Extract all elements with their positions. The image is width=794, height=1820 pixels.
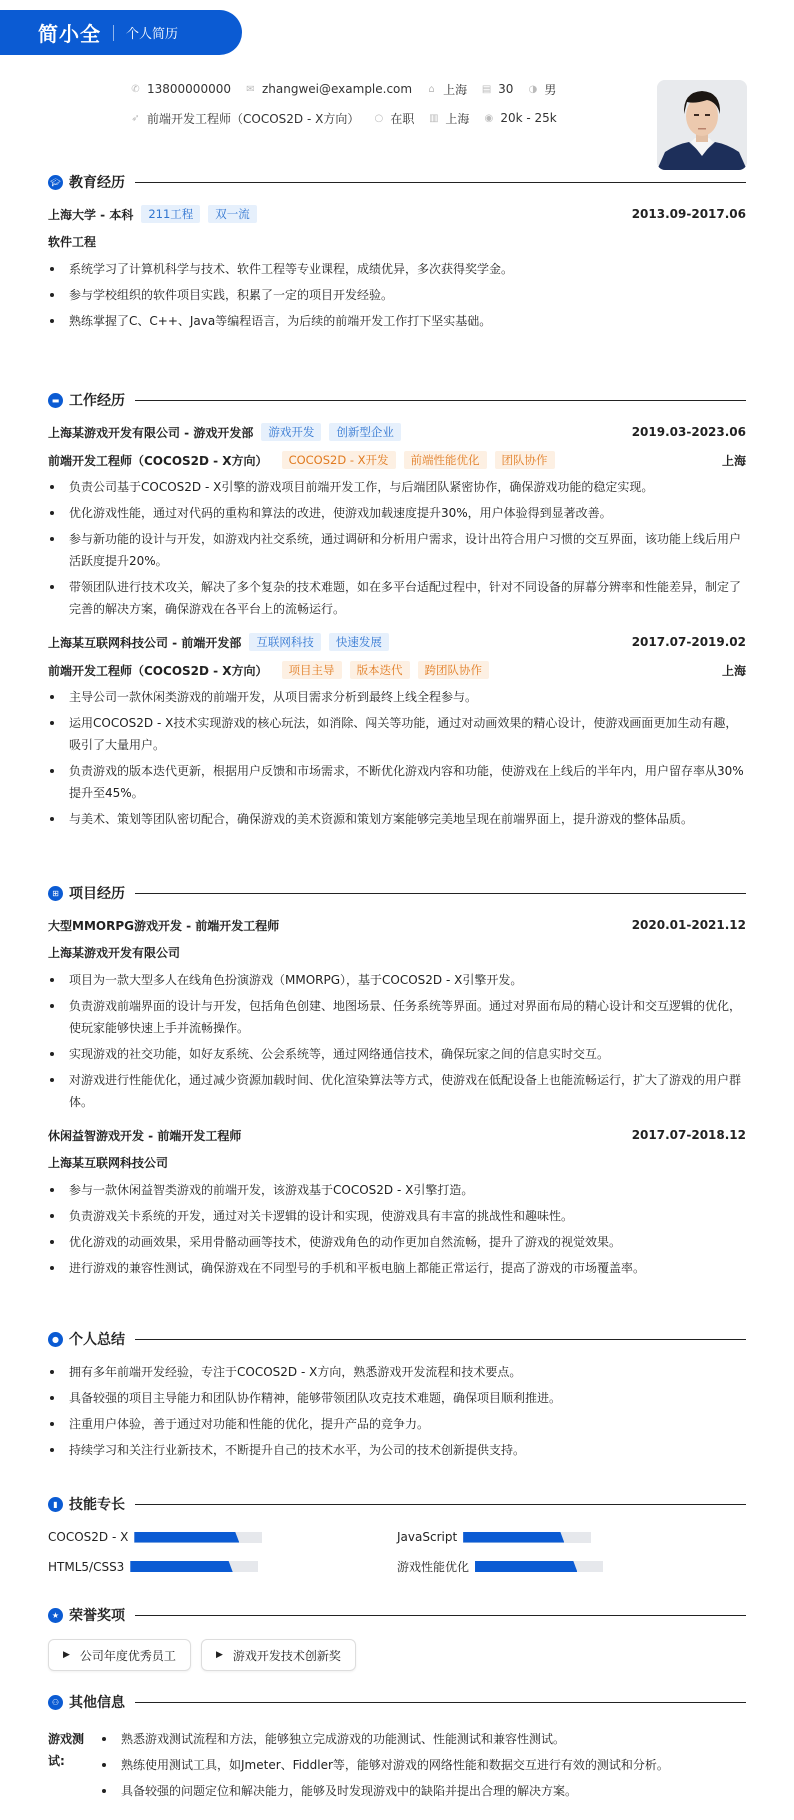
company-name: 上海某游戏开发有限公司 - 游戏开发部 xyxy=(48,425,254,440)
divider xyxy=(135,400,746,401)
email xyxy=(245,82,412,96)
skills-grid xyxy=(48,1530,746,1575)
section-title: 个人总结 xyxy=(69,1332,125,1348)
profile-photo xyxy=(657,80,747,170)
company-row xyxy=(48,632,746,652)
bar-chart-icon: ▮ xyxy=(48,1497,63,1512)
role-row xyxy=(48,450,746,470)
section-title: 教育经历 xyxy=(69,175,125,191)
skills-section xyxy=(48,1494,746,1575)
section-header xyxy=(48,390,746,410)
section-header xyxy=(48,883,746,903)
gender-value: 男 xyxy=(544,82,557,97)
resume-subtitle: 个人简历 xyxy=(126,27,179,42)
briefcase-icon: ▬ xyxy=(48,393,63,408)
job-entry xyxy=(48,422,746,620)
phone xyxy=(130,82,231,96)
home-icon: ⌂ xyxy=(428,83,435,95)
section-title: 技能专长 xyxy=(69,1497,125,1513)
mail-icon: ✉ xyxy=(246,83,255,95)
job-entry xyxy=(48,632,746,830)
company-tag: 游戏开发 xyxy=(261,423,321,441)
list-item: 参与新功能的设计与开发，如游戏内社交系统，通过调研和分析用户需求，设计出符合用户习惯的交互界面，该功能上线后用户活跃度提升20%。 xyxy=(48,528,746,572)
triangle-right-icon: ▶ xyxy=(215,1650,223,1660)
list-item: 优化游戏性能，通过对代码的重构和算法的改进，使游戏加载速度提升30%，用户体验得到显著改善。 xyxy=(48,502,746,524)
company-tag: 快速发展 xyxy=(329,633,389,651)
phone-value: 13800000000 xyxy=(147,82,231,96)
section-header xyxy=(48,1605,746,1625)
list-item: 实现游戏的社交功能，如好友系统、公会系统等，通过网络通信技术，确保玩家之间的信息实时交互。 xyxy=(48,1043,746,1065)
other-info xyxy=(48,1728,746,1806)
role-row xyxy=(48,660,746,680)
role-tag: 跨团队协作 xyxy=(418,661,490,679)
skill-bar-fill xyxy=(463,1532,564,1543)
money-icon: ◉ xyxy=(484,112,494,124)
list-item: 具备较强的项目主导能力和团队协作精神，能够带领团队攻克技术难题，确保项目顺利推进。 xyxy=(48,1387,746,1409)
list-item: 拥有多年前端开发经验，专注于COCOS2D - X方向，熟悉游戏开发流程和技术要点。 xyxy=(48,1361,746,1383)
projects-section xyxy=(48,883,746,1283)
list-item: 主导公司一款休闲类游戏的前端开发，从项目需求分析到最终上线全程参与。 xyxy=(48,686,746,708)
education-section xyxy=(48,172,746,336)
job-period: 2017.07-2019.02 xyxy=(631,635,746,649)
list-item: 负责游戏关卡系统的开发，通过对关卡逻辑的设计和实现，使游戏具有丰富的挑战性和趣味性。 xyxy=(48,1205,746,1227)
triangle-right-icon: ▶ xyxy=(63,1650,70,1660)
skill-bar-fill xyxy=(475,1561,577,1572)
list-item: 与美术、策划等团队密切配合，确保游戏的美术资源和策划方案能够完美地呈现在前端界面上，提升游戏的整体品质。 xyxy=(48,808,746,830)
summary-bullets xyxy=(48,1361,746,1461)
skill-bar-fill xyxy=(134,1532,239,1543)
divider xyxy=(135,1615,746,1616)
role-tag: 前端性能优化 xyxy=(404,451,487,469)
contact-row-1 xyxy=(130,80,571,98)
section-header xyxy=(48,1494,746,1514)
awards-list xyxy=(48,1639,746,1671)
age-value: 30 xyxy=(498,82,514,96)
school-row xyxy=(48,204,746,224)
job-location: 上海 xyxy=(721,453,746,468)
email-value: zhangwei@example.com xyxy=(261,82,413,96)
major: 软件工程 xyxy=(48,235,97,249)
skill-bar xyxy=(134,1532,262,1543)
company-row xyxy=(48,422,746,442)
divider xyxy=(135,1702,746,1703)
target-city xyxy=(428,110,469,127)
target-city-value: 上海 xyxy=(445,111,470,126)
project-bullets xyxy=(48,969,746,1113)
education-bullets xyxy=(48,258,746,332)
skill-bar xyxy=(463,1532,591,1543)
role-title: 前端开发工程师（COCOS2D - X方向） xyxy=(48,663,268,678)
skill-bar xyxy=(130,1561,258,1572)
section-title: 工作经历 xyxy=(69,393,125,409)
list-item: 熟悉游戏测试流程和方法，能够独立完成游戏的功能测试、性能测试和兼容性测试。 xyxy=(100,1728,746,1750)
project-entry xyxy=(48,1125,746,1279)
other-label: 游戏测试: xyxy=(48,1732,85,1768)
education-period: 2013.09-2017.06 xyxy=(631,207,746,221)
position-value: 前端开发工程师（COCOS2D - X方向） xyxy=(147,111,360,126)
list-item: 持续学习和关注行业新技术，不断提升自己的技术水平，为公司的技术创新提供支持。 xyxy=(48,1439,746,1461)
job-status xyxy=(373,110,414,127)
skill-name: COCOS2D - X xyxy=(48,1530,129,1544)
role-tag: COCOS2D - X开发 xyxy=(282,451,396,469)
building-icon: ▥ xyxy=(429,112,439,124)
status-value: 在职 xyxy=(390,111,415,126)
section-header xyxy=(48,172,746,192)
list-item: 对游戏进行性能优化，通过减少资源加载时间、优化渲染算法等方式，使游戏在低配设备上也能流畅运行，扩大了游戏的用户群体。 xyxy=(48,1069,746,1113)
header-banner xyxy=(0,10,242,55)
list-item: 参与一款休闲益智类游戏的前端开发，该游戏基于COCOS2D - X引擎打造。 xyxy=(48,1179,746,1201)
divider xyxy=(135,182,746,183)
divider xyxy=(135,1339,746,1340)
project-entry xyxy=(48,915,746,1113)
cake-icon: ▤ xyxy=(481,83,492,95)
user-icon: ● xyxy=(48,1332,63,1347)
school-name: 上海大学 - 本科 xyxy=(48,207,134,222)
project-row xyxy=(48,915,746,935)
list-item: 进行游戏的兼容性测试，确保游戏在不同型号的手机和平板电脑上都能正常运行，提高了游戏的市场覆盖率。 xyxy=(48,1257,746,1279)
job-bullets xyxy=(48,476,746,620)
skill-item xyxy=(397,1530,746,1544)
city-value: 上海 xyxy=(443,82,468,97)
work-section xyxy=(48,390,746,834)
job-location: 上海 xyxy=(721,663,746,678)
graduation-cap-icon: 🎓︎ xyxy=(48,175,63,190)
medal-icon: ★ xyxy=(48,1608,63,1623)
list-item: 具备较强的问题定位和解决能力，能够及时发现游戏中的缺陷并提出合理的解决方案。 xyxy=(100,1780,746,1802)
divider xyxy=(113,25,114,41)
gender-icon: ◑ xyxy=(528,83,538,95)
list-item: 注重用户体验，善于通过对功能和性能的优化，提升产品的竞争力。 xyxy=(48,1413,746,1435)
gender xyxy=(527,81,556,98)
skill-bar-fill xyxy=(130,1561,232,1572)
list-item: 带领团队进行技术攻关，解决了多个复杂的技术难题，如在多平台适配过程中，针对不同设备的屏幕分辨率和性能差异，制定了完善的解决方案，确保游戏在各平台上的流畅运行。 xyxy=(48,576,746,620)
salary-value: 20k - 25k xyxy=(500,111,557,125)
job-period: 2019.03-2023.06 xyxy=(631,425,746,439)
contact-info xyxy=(130,80,571,138)
award-item xyxy=(201,1639,356,1671)
candidate-name: 简小全 xyxy=(38,22,101,46)
skill-item xyxy=(48,1530,397,1544)
job-bullets xyxy=(48,686,746,830)
contact-row-2 xyxy=(130,109,571,127)
phone-icon: ✆ xyxy=(131,83,140,95)
list-item: 运用COCOS2D - X技术实现游戏的核心玩法，如消除、闯关等功能，通过对动画效果的精心设计，使游戏画面更加生动有趣，吸引了大量用户。 xyxy=(48,712,746,756)
school-tag: 211工程 xyxy=(141,205,200,223)
list-item: 参与学校组织的软件项目实践，积累了一定的项目开发经验。 xyxy=(48,284,746,306)
list-item: 熟练使用测试工具，如Jmeter、Fiddler等，能够对游戏的网络性能和数据交互进行有效的测试和分析。 xyxy=(100,1754,746,1776)
list-item: 系统学习了计算机科学与技术、软件工程等专业课程，成绩优异，多次获得奖学金。 xyxy=(48,258,746,280)
age xyxy=(481,82,513,96)
project-period: 2017.07-2018.12 xyxy=(631,1128,746,1142)
skill-name: HTML5/CSS3 xyxy=(48,1559,125,1574)
project-period: 2020.01-2021.12 xyxy=(631,918,746,932)
summary-section xyxy=(48,1329,746,1465)
target-position xyxy=(130,110,359,127)
project-row xyxy=(48,1125,746,1145)
divider xyxy=(135,1504,746,1505)
award-label: 游戏开发技术创新奖 xyxy=(232,1648,341,1663)
project-name: 休闲益智游戏开发 - 前端开发工程师 xyxy=(48,1128,242,1143)
awards-section xyxy=(48,1605,746,1671)
grid-icon: ⊞ xyxy=(48,886,63,901)
company-tag: 创新型企业 xyxy=(329,423,401,441)
city xyxy=(426,81,467,98)
list-item: 负责公司基于COCOS2D - X引擎的游戏项目前端开发工作，与后端团队紧密协作，确保游戏功能的稳定实现。 xyxy=(48,476,746,498)
section-title: 荣誉奖项 xyxy=(69,1608,125,1624)
skill-name: 游戏性能优化 xyxy=(397,1560,470,1574)
role-title: 前端开发工程师（COCOS2D - X方向） xyxy=(48,453,268,468)
skill-name: JavaScript xyxy=(397,1530,458,1544)
section-title: 项目经历 xyxy=(69,886,125,902)
role-tag: 团队协作 xyxy=(495,451,555,469)
list-item: 熟练掌握了C、C++、Java等编程语言，为后续的前端开发工作打下坚实基础。 xyxy=(48,310,746,332)
section-header xyxy=(48,1692,746,1712)
list-item: 项目为一款大型多人在线角色扮演游戏（MMORPG），基于COCOS2D - X引擎开发。 xyxy=(48,969,746,991)
other-bullets xyxy=(100,1728,746,1806)
skill-item xyxy=(48,1558,397,1575)
send-icon: ➶ xyxy=(131,112,140,124)
school-tag: 双一流 xyxy=(208,205,257,223)
section-title: 其他信息 xyxy=(69,1695,125,1711)
project-bullets xyxy=(48,1179,746,1279)
company-name: 上海某互联网科技公司 - 前端开发部 xyxy=(48,635,242,650)
info-badge-icon: ⚇ xyxy=(48,1695,63,1710)
role-tag: 项目主导 xyxy=(282,661,342,679)
divider xyxy=(135,893,746,894)
salary xyxy=(483,111,556,125)
award-label: 公司年度优秀员工 xyxy=(79,1648,176,1663)
section-header xyxy=(48,1329,746,1349)
portrait-icon xyxy=(657,80,747,170)
status-icon: ○ xyxy=(374,112,384,124)
list-item: 负责游戏前端界面的设计与开发，包括角色创建、地图场景、任务系统等界面。通过对界面布局的精心设计和交互逻辑的优化，使玩家能够快速上手并流畅操作。 xyxy=(48,995,746,1039)
role-tag: 版本迭代 xyxy=(350,661,410,679)
skill-bar xyxy=(475,1561,603,1572)
award-item xyxy=(48,1639,191,1671)
project-company: 上海某游戏开发有限公司 xyxy=(48,946,181,960)
other-section xyxy=(48,1692,746,1806)
list-item: 优化游戏的动画效果，采用骨骼动画等技术，使游戏角色的动作更加自然流畅，提升了游戏的视觉效果。 xyxy=(48,1231,746,1253)
list-item: 负责游戏的版本迭代更新，根据用户反馈和市场需求，不断优化游戏内容和功能，使游戏在上线后的半年内，用户留存率从30%提升至45%。 xyxy=(48,760,746,804)
project-name: 大型MMORPG游戏开发 - 前端开发工程师 xyxy=(48,918,280,933)
project-company: 上海某互联网科技公司 xyxy=(48,1156,169,1170)
company-tag: 互联网科技 xyxy=(249,633,321,651)
skill-item xyxy=(397,1558,746,1575)
